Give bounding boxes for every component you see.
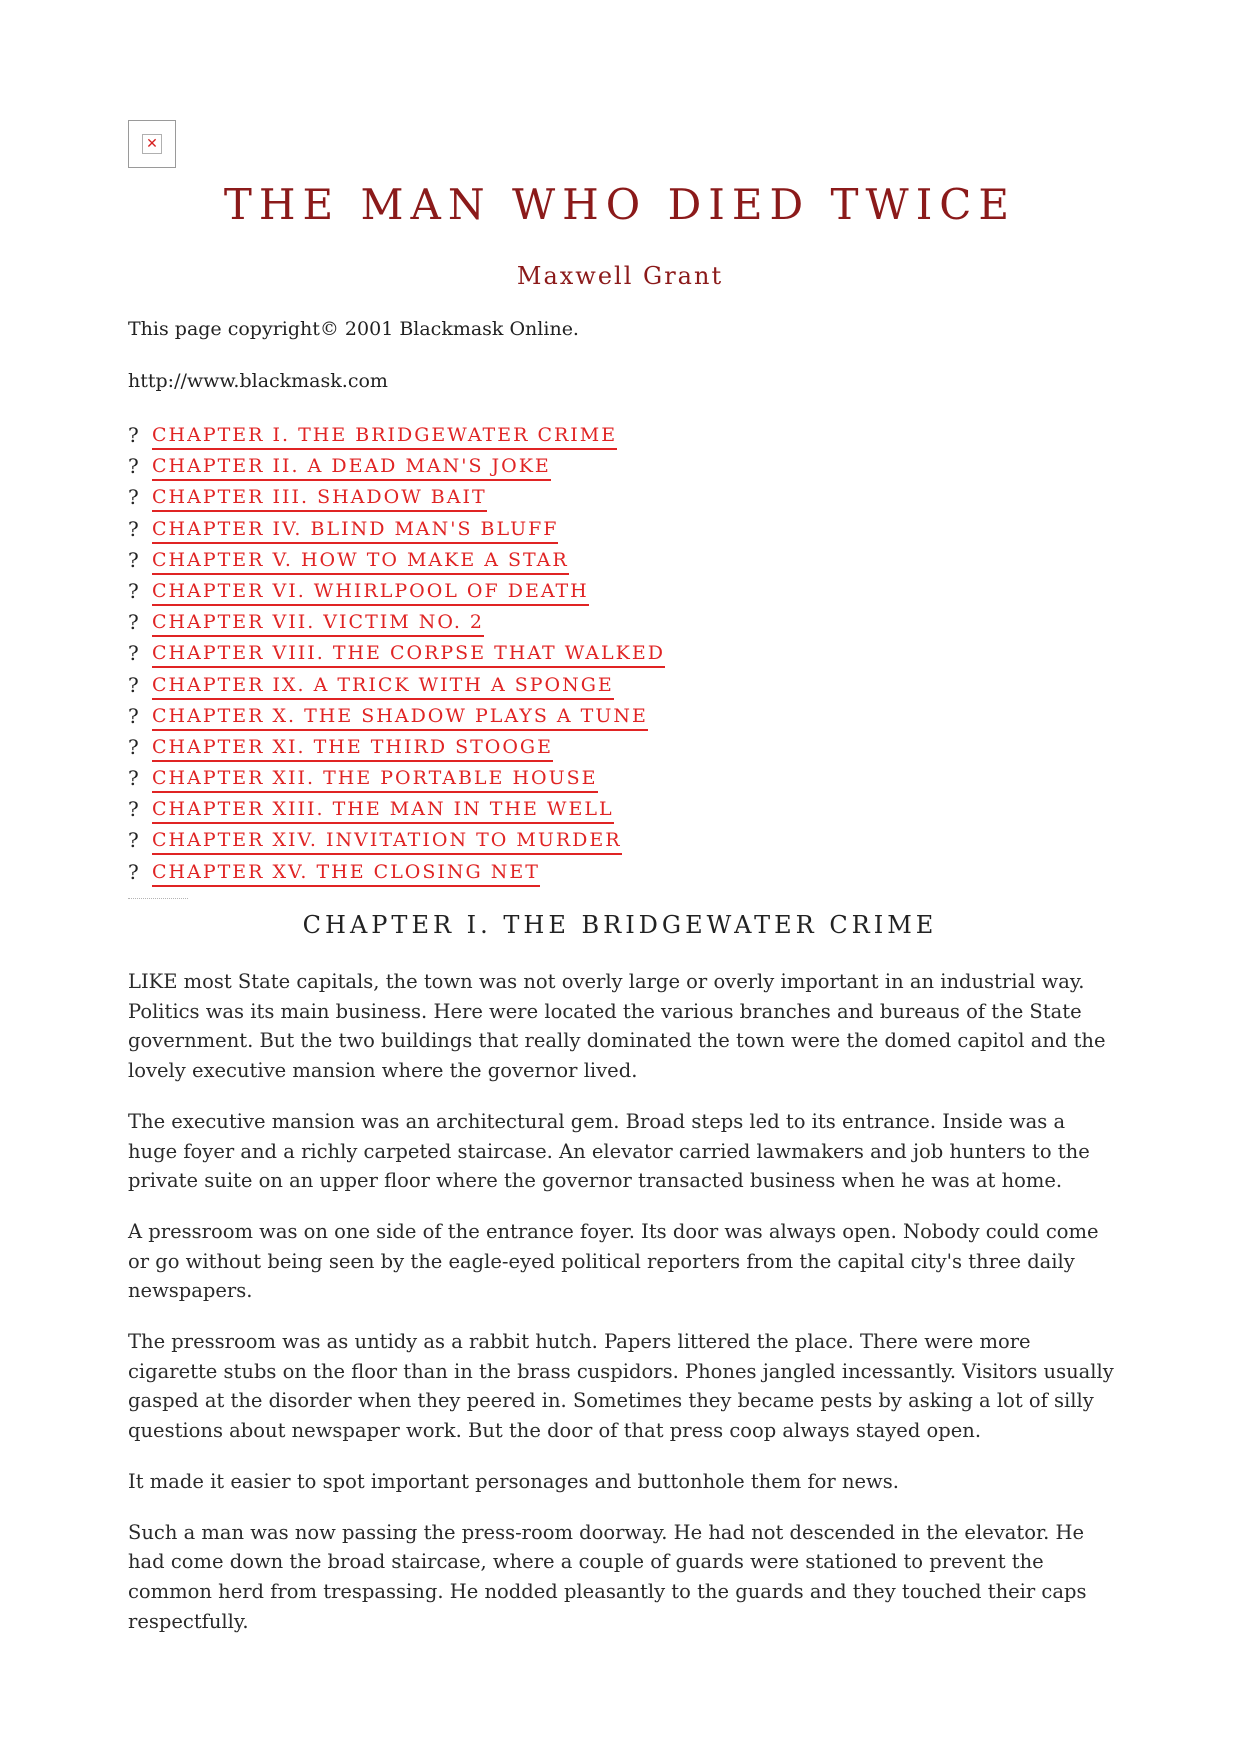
toc-link-chapter-1[interactable]: CHAPTER I. THE BRIDGEWATER CRIME (152, 423, 617, 450)
toc-link-chapter-10[interactable]: CHAPTER X. THE SHADOW PLAYS A TUNE (152, 704, 648, 731)
chapter-heading: CHAPTER I. THE BRIDGEWATER CRIME (302, 911, 938, 939)
toc-item (128, 860, 665, 891)
copyright-notice: This page copyright© 2001 Blackmask Online. (128, 318, 579, 340)
toc-item (128, 735, 665, 766)
toc-bullet: ? (128, 734, 139, 759)
book-author: Maxwell Grant (516, 262, 724, 290)
toc-bullet: ? (128, 454, 139, 479)
toc-bullet: ? (128, 423, 139, 447)
paragraph: A pressroom was on one side of the entrance foyer. Its door was always open. Nobody could come or go without being seen by the eagle-eyed political reporters from the capital city's three daily newspapers. (128, 1219, 1099, 1303)
toc-link-chapter-12[interactable]: CHAPTER XII. THE PORTABLE HOUSE (152, 766, 598, 793)
chapter-body (128, 967, 1118, 1657)
toc-item (128, 828, 665, 859)
toc-link-chapter-15[interactable]: CHAPTER XV. THE CLOSING NET (152, 860, 540, 887)
toc-item (128, 766, 665, 797)
toc-link-chapter-13[interactable]: CHAPTER XIII. THE MAN IN THE WELL (152, 797, 614, 824)
toc-bullet: ? (128, 578, 139, 603)
toc-link-chapter-8[interactable]: CHAPTER VIII. THE CORPSE THAT WALKED (152, 641, 665, 668)
toc-bullet: ? (128, 859, 139, 884)
toc-item (128, 454, 665, 485)
toc-link-chapter-9[interactable]: CHAPTER IX. A TRICK WITH A SPONGE (152, 673, 614, 700)
toc-item (128, 704, 665, 735)
toc-bullet: ? (128, 828, 139, 853)
toc-bullet: ? (128, 547, 139, 572)
toc-link-chapter-14[interactable]: CHAPTER XIV. INVITATION TO MURDER (152, 828, 622, 855)
toc-bullet: ? (128, 766, 139, 791)
toc-link-chapter-6[interactable]: CHAPTER VI. WHIRLPOOL OF DEATH (152, 579, 589, 606)
toc-item (128, 548, 665, 579)
toc-item (128, 517, 665, 548)
toc-item (128, 423, 665, 454)
toc-link-chapter-5[interactable]: CHAPTER V. HOW TO MAKE A STAR (152, 548, 569, 575)
toc-bullet: ? (128, 797, 139, 822)
toc-bullet: ? (128, 703, 139, 728)
website-url: http://www.blackmask.com (128, 370, 388, 392)
toc-item (128, 797, 665, 828)
paragraph: LIKE most State capitals, the town was not overly large or overly important in an industrial way. Politics was its main business. Here were located the various branches and bureaus of the State government. But the two buildings that really dominated the town were the domed capitol and the lovely executive mansion where the governor lived. (128, 970, 1106, 1083)
toc-link-chapter-3[interactable]: CHAPTER III. SHADOW BAIT (152, 485, 487, 512)
toc-item (128, 673, 665, 704)
toc-item (128, 485, 665, 516)
toc-link-chapter-11[interactable]: CHAPTER XI. THE THIRD STOOGE (152, 735, 553, 762)
book-title: THE MAN WHO DIED TWICE (223, 180, 1017, 229)
broken-image-placeholder (128, 120, 176, 168)
broken-image-icon: ✕ (142, 134, 162, 154)
toc-bullet: ? (128, 610, 139, 635)
table-of-contents (128, 423, 665, 891)
toc-item (128, 579, 665, 610)
toc-bullet: ? (128, 485, 139, 510)
toc-item (128, 610, 665, 641)
paragraph: The executive mansion was an architectural gem. Broad steps led to its entrance. Inside was a huge foyer and a richly carpeted staircase. An elevator carried lawmakers and job hunters to the private suite on an upper floor where the governor transacted business when he was at home. (128, 1109, 1090, 1193)
paragraph: Such a man was now passing the press-room doorway. He had not descended in the elevator. He had come down the broad staircase, where a couple of guards were stationed to prevent the common herd from trespassing. He nodded pleasantly to the guards and they touched their caps respectfully. (128, 1520, 1087, 1633)
toc-link-chapter-4[interactable]: CHAPTER IV. BLIND MAN'S BLUFF (152, 517, 558, 544)
toc-link-chapter-2[interactable]: CHAPTER II. A DEAD MAN'S JOKE (152, 454, 551, 481)
paragraph: It made it easier to spot important personages and buttonhole them for news. (128, 1469, 899, 1493)
toc-bullet: ? (128, 672, 139, 697)
clipped-line-divider (128, 898, 188, 902)
toc-bullet: ? (128, 641, 139, 666)
toc-item (128, 641, 665, 672)
toc-link-chapter-7[interactable]: CHAPTER VII. VICTIM NO. 2 (152, 610, 484, 637)
paragraph: The pressroom was as untidy as a rabbit hutch. Papers littered the place. There were more cigarette stubs on the floor than in the brass cuspidors. Phones jangled incessantly. Visitors usually gasped at the disorder when they peered in. Sometimes they became pests by asking a lot of silly questions about newspaper work. But the door of that press coop always stayed open. (128, 1330, 1114, 1443)
toc-bullet: ? (128, 516, 139, 541)
